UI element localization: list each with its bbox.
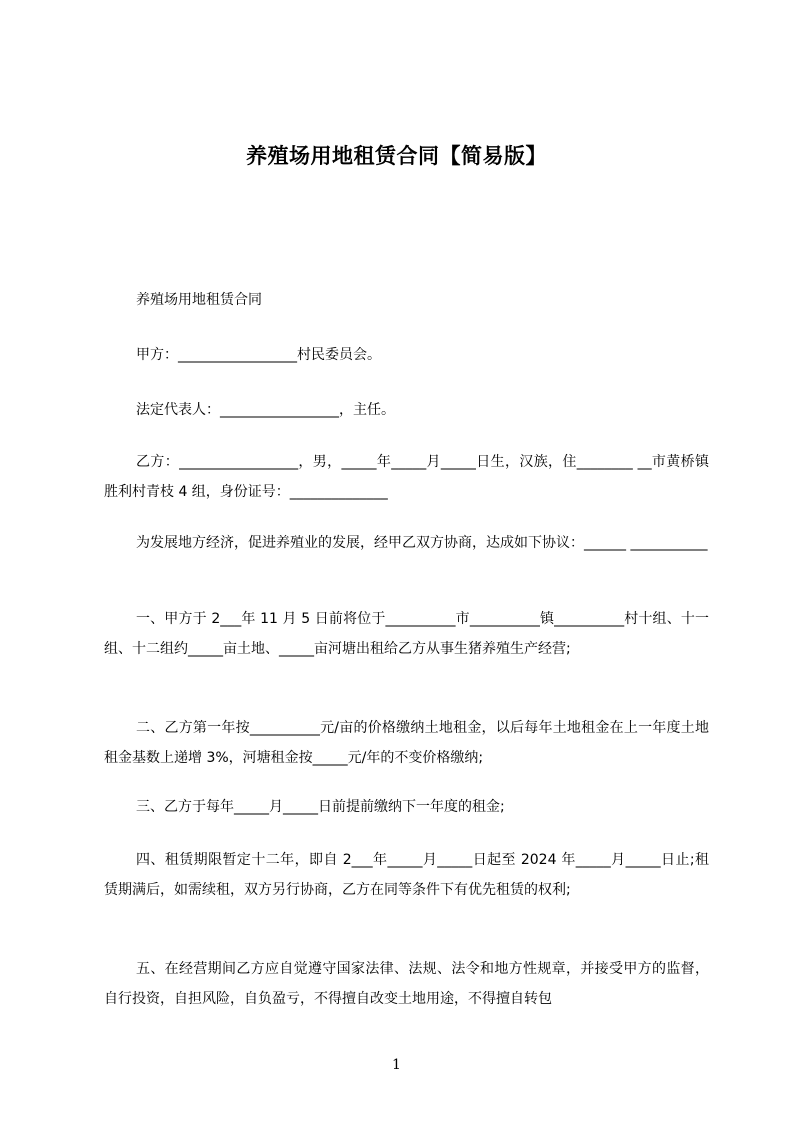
paragraph-clause-1: 一、甲方于 2___年 11 月 5 日前将位于__________市__________镇__________村十组、十一组、十二组约_____亩土地、_____亩河塘出租给乙方从事生猪养殖生产经营;	[104, 611, 709, 657]
paragraph-clause-4: 四、租赁期限暂定十二年，即自 2___年_____月_____日起至 2024 年_____月_____日止;租赁期满后，如需续租，双方另行协商，乙方在同等条件下有优先租赁的权利;	[104, 852, 709, 898]
paragraph-preamble: 为发展地方经济，促进养殖业的发展，经甲乙双方协商，达成如下协议：______ ___________	[136, 535, 708, 551]
paragraph-legal-representative: 法定代表人：_________________，主任。	[136, 402, 395, 418]
paragraph-party-a: 甲方：_________________村民委员会。	[136, 347, 381, 363]
paragraph-subtitle: 养殖场用地租赁合同	[136, 292, 262, 308]
page-number: 1	[392, 1057, 401, 1073]
paragraph-party-b: 乙方：_________________，男，_____年_____月_____日生，汉族，住________ __市黄桥镇胜利村青枝 4 组，身份证号：______________	[104, 454, 709, 500]
paragraph-clause-3: 三、乙方于每年_____月_____日前提前缴纳下一年度的租金;	[136, 799, 505, 815]
paragraph-clause-2: 二、乙方第一年按__________元/亩的价格缴纳土地租金，以后每年土地租金在上一年度土地租金基数上递增 3%，河塘租金按_____元/年的不变价格缴纳;	[104, 720, 709, 766]
document-title: 养殖场用地租赁合同【简易版】	[246, 144, 547, 168]
paragraph-clause-5: 五、在经营期间乙方应自觉遵守国家法律、法规、法令和地方性规章，并接受甲方的监督，自行投资，自担风险，自负盈亏，不得擅自改变土地用途，不得擅自转包	[104, 961, 709, 1007]
